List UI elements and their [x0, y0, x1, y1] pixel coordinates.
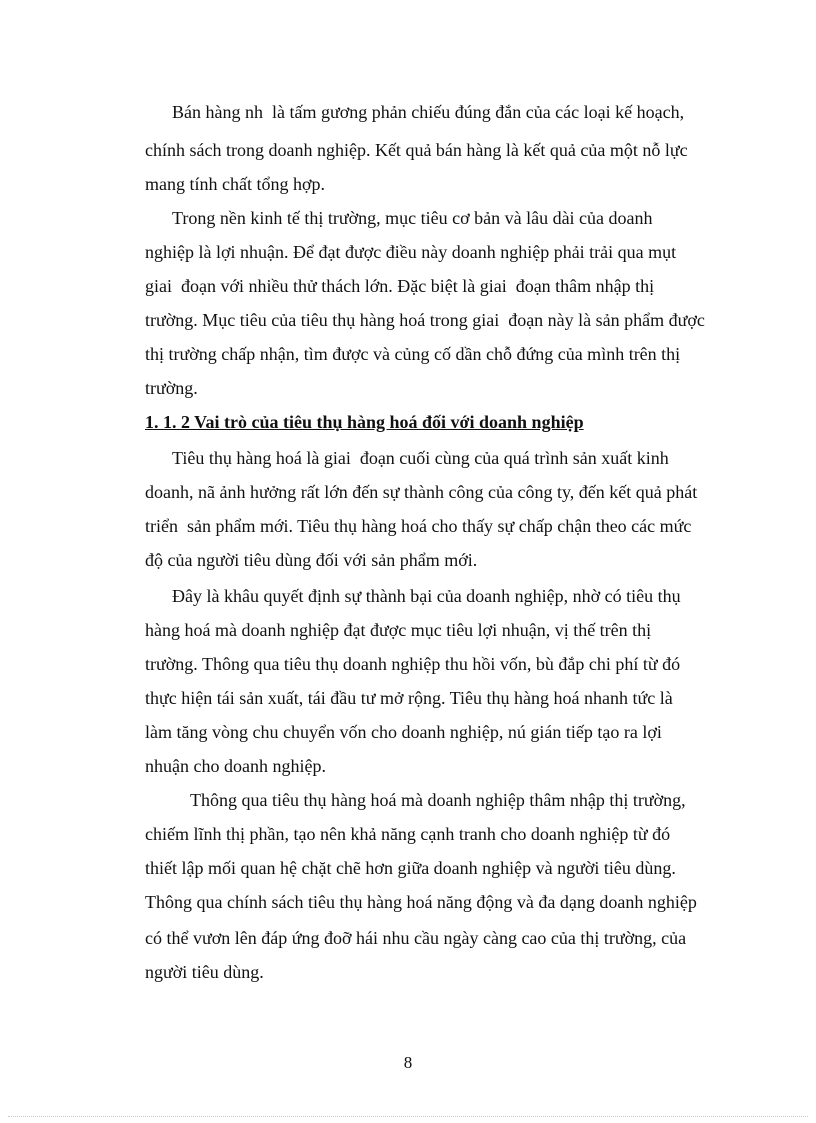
text-line: độ của người tiêu dùng đối với sản phẩm mới.	[145, 550, 478, 570]
bottom-divider	[8, 1116, 808, 1117]
text-line: Thông qua chính sách tiêu thụ hàng hoá năng động và đa dạng doanh nghiệp	[145, 892, 697, 912]
text-line: chính sách trong doanh nghiệp. Kết quả bán hàng là kết quả của một nỗ lực	[145, 140, 688, 160]
text-line: nhuận cho doanh nghiệp.	[145, 756, 326, 776]
text-line: Tiêu thụ hàng hoá là giai đoạn cuối cùng của quá trình sản xuất kinh	[172, 448, 669, 468]
text-line: làm tăng vòng chu chuyển vốn cho doanh nghiệp, nú gián tiếp tạo ra lợi	[145, 722, 662, 742]
text-line: giai đoạn với nhiều thử thách lớn. Đặc biệt là giai đoạn thâm nhập thị	[145, 276, 655, 296]
text-line: nghiệp là lợi nhuận. Để đạt được điều này doanh nghiệp phải trải qua mụt	[145, 242, 677, 262]
page-number: 8	[403, 1053, 413, 1072]
text-line: mang tính chất tổng hợp.	[145, 174, 325, 194]
text-line: Bán hàng nh là tấm gương phản chiếu đúng đắn của các loại kế hoạch,	[172, 102, 685, 122]
text-line: trường. Mục tiêu của tiêu thụ hàng hoá trong giai đoạn này là sản phẩm được	[145, 310, 705, 330]
text-line: thực hiện tái sản xuất, tái đầu tư mở rộng. Tiêu thụ hàng hoá nhanh tức là	[145, 688, 673, 708]
text-line: có thể vươn lên đáp ứng đoỡ hái nhu cầu ngày càng cao của thị trường, của	[145, 928, 687, 948]
text-line: Đây là khâu quyết định sự thành bại của doanh nghiệp, nhờ có tiêu thụ	[172, 586, 681, 606]
text-line: doanh, nã ảnh hưởng rất lớn đến sự thành công của công ty, đến kết quả phát	[145, 482, 698, 502]
text-line: chiếm lĩnh thị phần, tạo nên khả năng cạnh tranh cho doanh nghiệp từ đó	[145, 824, 671, 844]
text-line: thiết lập mối quan hệ chặt chẽ hơn giữa doanh nghiệp và người tiêu dùng.	[145, 858, 676, 878]
text-line: hàng hoá mà doanh nghiệp đạt được mục tiêu lợi nhuận, vị thế trên thị	[145, 620, 652, 640]
text-line: thị trường chấp nhận, tìm được và củng cố dần chỗ đứng của mình trên thị	[145, 344, 681, 364]
text-line: Trong nền kinh tế thị trường, mục tiêu cơ bản và lâu dài của doanh	[172, 208, 653, 228]
section-heading: 1. 1. 2 Vai trò của tiêu thụ hàng hoá đối với doanh nghiệp	[145, 412, 584, 432]
text-line: Thông qua tiêu thụ hàng hoá mà doanh nghiệp thâm nhập thị trường,	[190, 790, 686, 810]
text-line: triển sản phẩm mới. Tiêu thụ hàng hoá cho thấy sự chấp chận theo các mức	[145, 516, 692, 536]
text-line: người tiêu dùng.	[145, 962, 264, 982]
text-line: trường.	[145, 378, 198, 398]
text-line: trường. Thông qua tiêu thụ doanh nghiệp thu hồi vốn, bù đắp chi phí từ đó	[145, 654, 681, 674]
